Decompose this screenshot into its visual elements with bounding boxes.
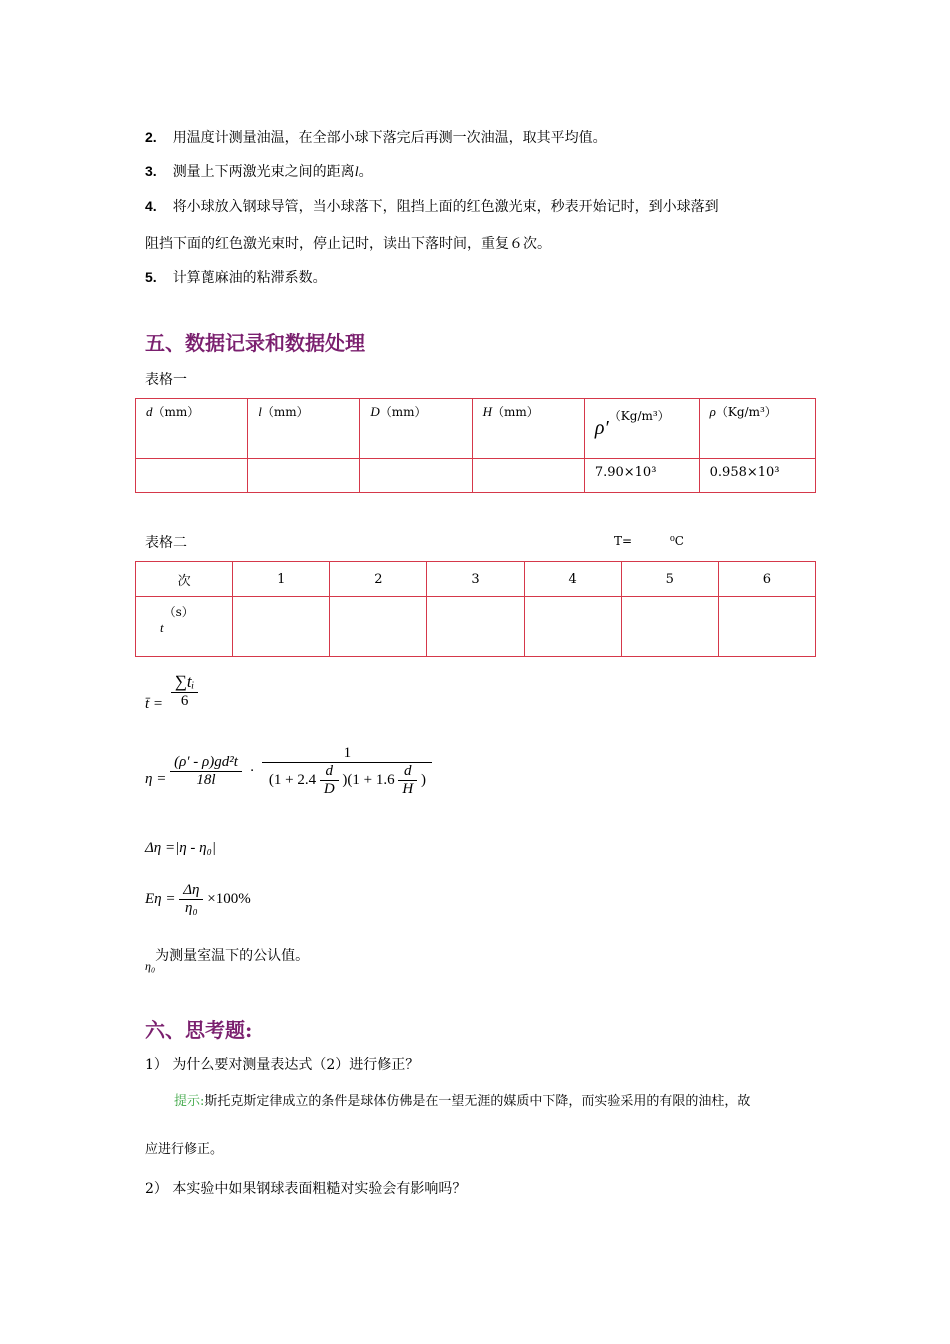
header-col: 4 bbox=[524, 562, 621, 597]
step-variable: l bbox=[354, 165, 359, 180]
question-1: 1） 为什么要对测量表达式（2）进行修正？ bbox=[145, 1057, 420, 1073]
section-6-heading: 六、思考题: bbox=[145, 1018, 253, 1042]
cell-t5 bbox=[621, 597, 718, 657]
formula-tbar: t̄ = $\frac{\text{∑tᵢ}}{6}$ bbox=[145, 672, 198, 710]
cell-rho: 0.958×10³ bbox=[699, 459, 815, 493]
step-text: 测量上下两激光束之间的距离 bbox=[172, 164, 355, 180]
step-text: 阻挡下面的红色激光束时，停止记时，读出下落时间，重复６次。 bbox=[145, 236, 551, 252]
hint-label: 提示: bbox=[174, 1094, 205, 1109]
hint-text: 斯托克斯定律成立的条件是球体仿佛是在一望无涯的媒质中下降，而实验采用的有限的油柱，故 bbox=[204, 1094, 751, 1109]
step-2 bbox=[145, 127, 607, 147]
header-rho: ρ（Kg/m³） bbox=[699, 399, 815, 459]
hint-1-continued: 应进行修正。 bbox=[145, 1142, 224, 1157]
formula-eta: η = $\frac{\text{(ρ′ - ρ)gd²t}}{18l}$ · 1 (1 + 2.4 $\frac{d}{D}$ )(1 + 1.6 $\frac{d}{H}$ ) bbox=[145, 745, 432, 798]
formula-relative-error: Eη = $\frac{\Delta\eta}{\text{η₀}}$ ×100% bbox=[145, 882, 251, 916]
header-col: 1 bbox=[233, 562, 330, 597]
header-l: l（mm） bbox=[248, 399, 360, 459]
step-4-continued bbox=[145, 233, 551, 253]
table-header-row bbox=[136, 399, 816, 459]
table2-caption: 表格二 bbox=[145, 535, 187, 551]
question-2: 2） 本实验中如果钢球表面粗糙对实验会有影响吗？ bbox=[145, 1181, 467, 1197]
header-col: 6 bbox=[718, 562, 815, 597]
header-D: D（mm） bbox=[360, 399, 472, 459]
step-number: 3. bbox=[145, 163, 157, 179]
header-H: H（mm） bbox=[472, 399, 584, 459]
section-5-heading: 五、数据记录和数据处理 bbox=[145, 331, 365, 355]
table-2 bbox=[135, 561, 816, 657]
cell-H bbox=[472, 459, 584, 493]
temperature-unit: ⁰C bbox=[670, 534, 684, 548]
cell-l bbox=[248, 459, 360, 493]
step-number: 4. bbox=[145, 198, 157, 214]
table-row bbox=[136, 459, 816, 493]
cell-t3 bbox=[427, 597, 524, 657]
header-d: d（mm） bbox=[136, 399, 248, 459]
table-1 bbox=[135, 398, 816, 493]
header-col: 2 bbox=[330, 562, 427, 597]
table-row bbox=[136, 597, 816, 657]
step-text: 用温度计测量油温，在全部小球下落完后再测一次油温，取其平均值。 bbox=[172, 130, 607, 146]
cell-D bbox=[360, 459, 472, 493]
step-text: 计算蓖麻油的粘滞系数。 bbox=[172, 270, 327, 286]
header-rho-prime: ρ′（Kg/m³） bbox=[584, 399, 699, 459]
step-3 bbox=[145, 161, 373, 181]
temperature-label: T= bbox=[614, 534, 633, 548]
step-5 bbox=[145, 267, 327, 287]
table1-caption: 表格一 bbox=[145, 372, 187, 388]
header-col: 5 bbox=[621, 562, 718, 597]
step-number: 5. bbox=[145, 269, 157, 285]
step-4 bbox=[145, 196, 719, 216]
header-col: 3 bbox=[427, 562, 524, 597]
hint-1 bbox=[174, 1090, 750, 1109]
formula-delta-eta: Δη =|η - η₀| bbox=[145, 840, 216, 856]
cell-t4 bbox=[524, 597, 621, 657]
row-label-t: t（s） bbox=[136, 597, 233, 657]
step-text: 将小球放入钢球导管，当小球落下，阻挡上面的红色激光束，秒表开始记时，到小球落到 bbox=[172, 199, 719, 215]
cell-d bbox=[136, 459, 248, 493]
table-header-row bbox=[136, 562, 816, 597]
step-suffix: 。 bbox=[358, 164, 373, 180]
cell-t6 bbox=[718, 597, 815, 657]
eta0-note: η₀为测量室温下的公认值。 bbox=[145, 948, 310, 973]
header-trial: 次 bbox=[136, 562, 233, 597]
cell-t2 bbox=[330, 597, 427, 657]
cell-rho-prime: 7.90×10³ bbox=[584, 459, 699, 493]
cell-t1 bbox=[233, 597, 330, 657]
step-number: 2. bbox=[145, 129, 157, 145]
